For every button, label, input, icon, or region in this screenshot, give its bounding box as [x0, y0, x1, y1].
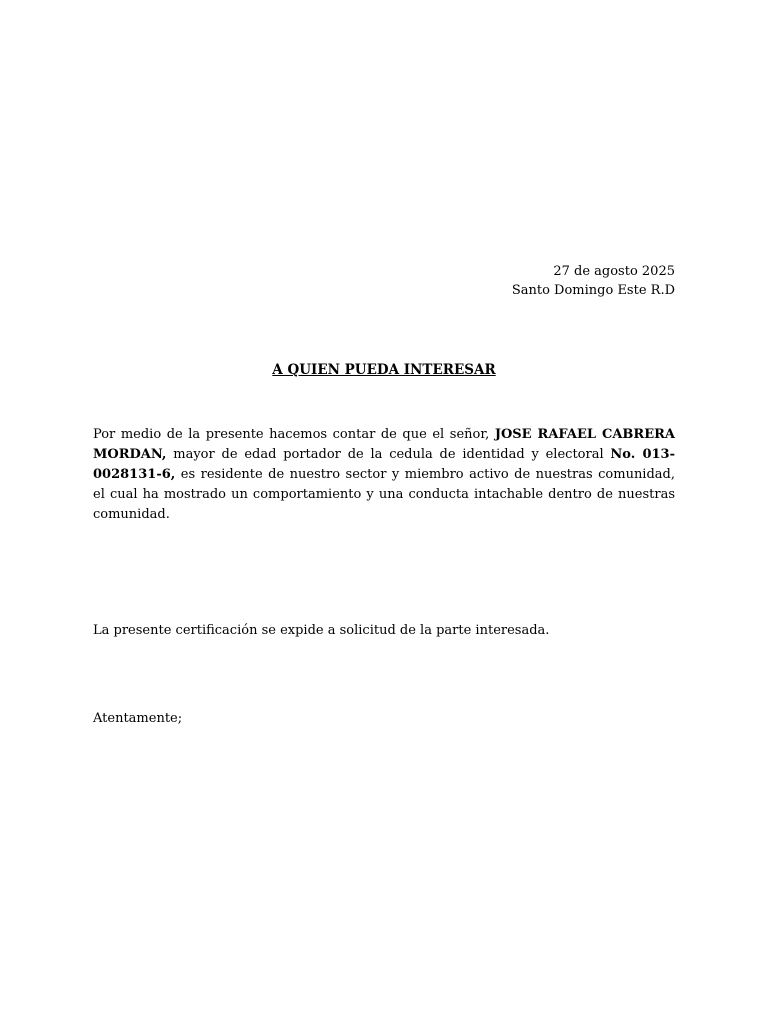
closing-salutation: Atentamente; [93, 711, 183, 726]
letter-location: Santo Domingo Este R.D [511, 283, 675, 298]
body-mid: mayor de edad portador de la cedula de identidad y electoral [166, 447, 611, 462]
body-rest: es residente de nuestro sector y miembro activo de nuestras comunidad, el cual ha mostrado un comportamiento y una conducta intachable dentro de nuestras comunidad. [93, 467, 675, 522]
body-intro: Por medio de la presente hacemos contar de que el señor, [93, 427, 495, 442]
date-location-block [93, 262, 675, 300]
letter-date: 27 de agosto 2025 [553, 264, 675, 279]
person-name: JOSE RAFAEL CABRERA MORDAN, [93, 427, 675, 462]
id-number: No. 013-0028131-6, [93, 447, 675, 482]
body-paragraph [93, 425, 675, 525]
letter-title: A QUIEN PUEDA INTERESAR [272, 362, 496, 378]
certification-line: La presente certificación se expide a solicitud de la parte interesada. [93, 623, 550, 638]
